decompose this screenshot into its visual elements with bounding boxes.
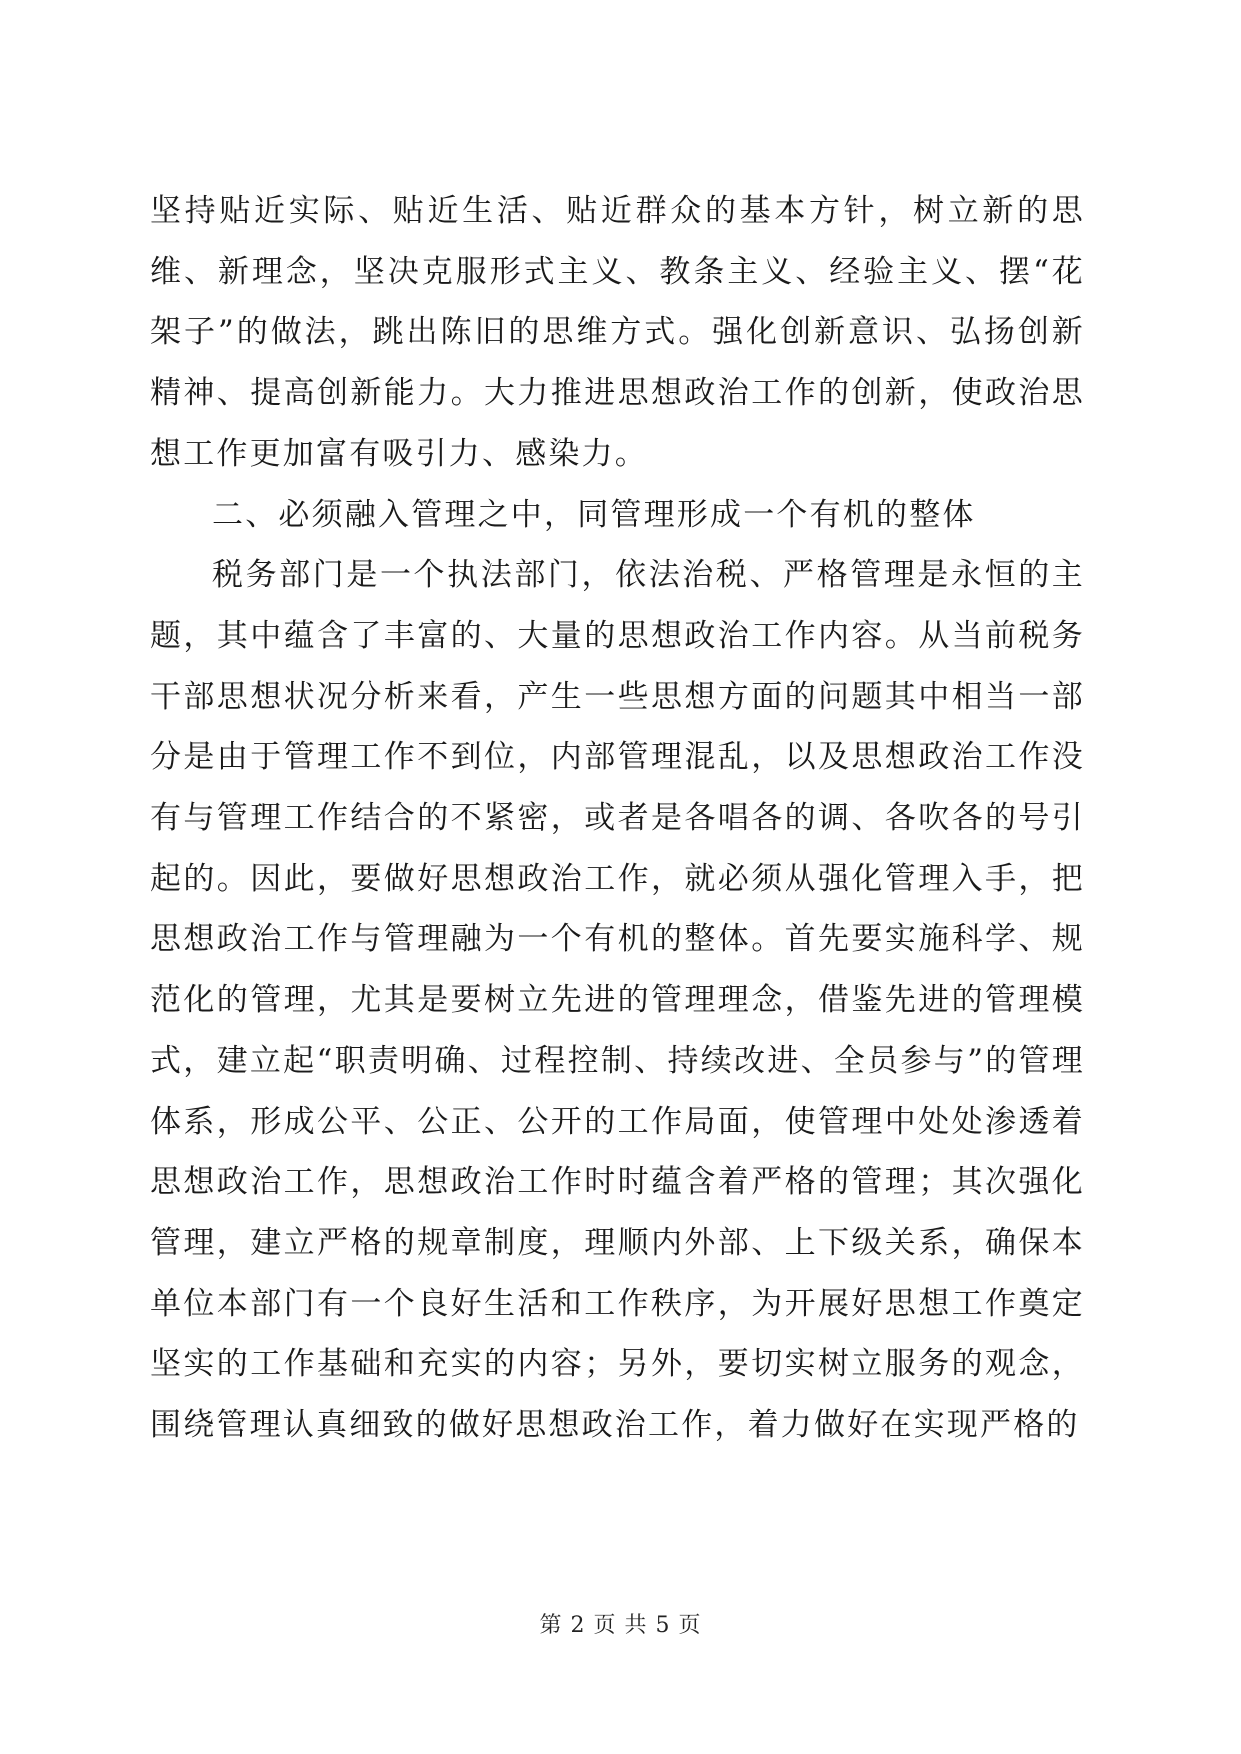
paragraph-body: 税务部门是一个执法部门，依法治税、严格管理是永恒的主题，其中蕴含了丰富的、大量的思想政治工作内容。从当前税务干部思想状况分析来看，产生一些思想方面的问题其中相当一部分是由于管理工作不到位，内部管理混乱，以及思想政治工作没有与管理工作结合的不紧密，或者是各唱各的调、各吹各的号引起的。因此，要做好思想政治工作，就必须从强化管理入手，把思想政治工作与管理融为一个有机的整体。首先要实施科学、规范化的管理，尤其是要树立先进的管理理念，借鉴先进的管理模式，建立起“职责明确、过程控制、持续改进、全员参与”的管理体系，形成公平、公正、公开的工作局面，使管理中处处渗透着思想政治工作，思想政治工作时时蕴含着严格的管理；其次强化管理，建立严格的规章制度，理顺内外部、上下级关系，确保本单位本部门有一个良好生活和工作秩序，为开展好思想工作奠定坚实的工作基础和充实的内容；另外，要切实树立服务的观念，围绕管理认真细致的做好思想政治工作，着力做好在实现严格的 <box>150 557 1085 1444</box>
section-heading: 二、必须融入管理之中，同管理形成一个有机的整体 <box>212 496 976 533</box>
page-number-footer: 第 2 页 共 5 页 <box>539 1613 702 1638</box>
document-body <box>150 181 1085 1456</box>
paragraph-continued: 坚持贴近实际、贴近生活、贴近群众的基本方针，树立新的思维、新理念，坚决克服形式主义、教条主义、经验主义、摆“花架子”的做法，跳出陈旧的思维方式。强化创新意识、弘扬创新精神、提高创新能力。大力推进思想政治工作的创新，使政治思想工作更加富有吸引力、感染力。 <box>150 193 1085 472</box>
